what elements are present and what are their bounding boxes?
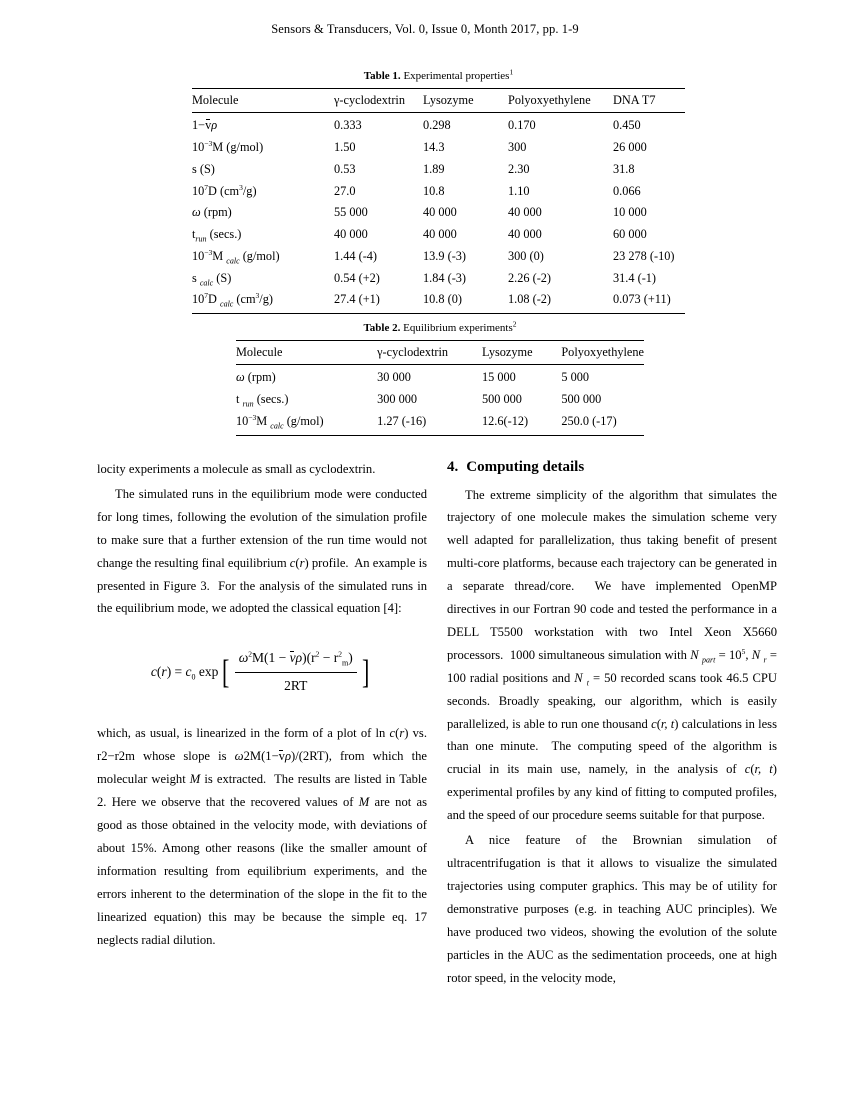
- cell: 0.333: [334, 118, 362, 133]
- cell: 0.066: [613, 183, 641, 198]
- table-1-col-molecule: Molecule: [192, 89, 334, 113]
- cell: 14.3: [423, 139, 445, 154]
- table-2-caption-footnote: 2: [512, 319, 517, 329]
- paragraph-algorithm: The extreme simplicity of the algorithm that simulates the trajectory of one molecule makes the simulation scheme very well adapted for parallelization, thus taking benefit of present multi-core platforms, because each trajectory can be generated in a separate thread/core. We have implemented OpenMP directives in our Fortran 90 code and tested the performance in a DELL T5500 workstation with two Intel Xeon X5660 processors. 1000 simultaneous simulation with N $_{part} = 10^5$, N $_r$ = 100 radial positions and N $_t$ = 50 recorded scans took 46.5 CPU seconds. Broadly speaking, our algorithm, which is easily parallelized, is able to run one thousand c(r, t) calculations in less than one minute. The computing speed of the algorithm is crucial in its main use, namely, in the analysis of c(r, t) experimental profiles by any kind of fitting to computed profiles, and the speed of our procedure seems suitable for that purpose.: [447, 487, 777, 823]
- cell: 40 000: [508, 205, 542, 220]
- cell: 1.08 (-2): [508, 289, 613, 314]
- cell: 27.4 (+1): [334, 289, 423, 314]
- cell: 31.4 (-1): [613, 270, 657, 285]
- table-1-block: [192, 67, 685, 314]
- table-1-caption: [192, 67, 685, 83]
- table-1: [192, 88, 685, 314]
- bracket-left-icon: [: [222, 653, 230, 691]
- cell: 0.450: [613, 118, 641, 133]
- table-row: [192, 224, 685, 246]
- cell: 40 000: [508, 227, 542, 242]
- equation-fraction: [235, 646, 357, 698]
- paragraph-brownian: A nice feature of the Brownian simulation of ultracentrifugation is that it allows to visualize the simulated trajectories using computer graphics. This may be of utility for demonstrative purposes (e.g. in teaching AUC principles). We have produced two videos, showing the evolution of the solute particles in the AUC as the sedimentation proceeds, one at high rotor speed, in the velocity mode,: [447, 833, 777, 985]
- cell: 1.44 (-4): [334, 248, 378, 263]
- equation-numerator: $\omega^2M(1 - \nu\rho)(r^2 - r^2_m)$: [235, 646, 357, 673]
- cell: 10 000: [613, 205, 647, 220]
- table-2-col-polyoxyethylene: Polyoxyethylene: [561, 341, 644, 365]
- cell: 40 000: [423, 205, 457, 220]
- cell: 300: [508, 139, 527, 154]
- table-1-col-cyclodextrin: γ-cyclodextrin: [334, 89, 423, 113]
- cell: 13.9 (-3): [423, 248, 467, 263]
- cell: 500 000: [561, 391, 602, 406]
- row-label: ω (rpm): [236, 370, 276, 385]
- equation-lhs: $c(r) = c_0$ exp: [150, 664, 219, 682]
- row-label: t $_{run}$ (secs.): [236, 391, 289, 409]
- table-row: [192, 245, 685, 267]
- cell: 10.8 (0): [423, 289, 508, 314]
- table-2: [236, 340, 644, 436]
- table-1-header-row: [192, 89, 685, 113]
- table-1-caption-text: Experimental properties: [403, 70, 510, 82]
- cell: 1.27 (-16): [377, 410, 482, 435]
- cell: 250.0 (-17): [561, 410, 644, 435]
- cell: 10.8: [423, 183, 445, 198]
- cell: 1.50: [334, 139, 356, 154]
- cell: 2.26 (-2): [508, 270, 552, 285]
- row-label: $10^{-3}M$ (g/mol): [192, 138, 264, 154]
- table-1-caption-footnote: 1: [509, 67, 514, 77]
- table-row: [192, 267, 685, 289]
- cell: 0.298: [423, 118, 451, 133]
- cell: 0.53: [334, 161, 356, 176]
- table-2-caption-label: Table 2.: [363, 322, 401, 334]
- cell: 15 000: [481, 370, 516, 385]
- table-row: [236, 389, 644, 411]
- right-text-column: [447, 458, 777, 989]
- row-label: $10^{-3}M$ $_{calc}$ (g/mol): [192, 247, 280, 266]
- table-2-col-lysozyme: Lysozyme: [482, 341, 561, 365]
- table-2-header-row: [236, 341, 644, 365]
- cell: 500 000: [481, 391, 522, 406]
- table-row: [192, 180, 685, 202]
- row-label: ω (rpm): [192, 205, 232, 220]
- cell: 5 000: [561, 370, 590, 385]
- cell: 55 000: [334, 205, 368, 220]
- section-heading: [447, 458, 777, 478]
- table-1-col-dnat7: DNA T7: [613, 89, 685, 113]
- cell: 1.84 (-3): [423, 270, 467, 285]
- cell: 40 000: [334, 227, 368, 242]
- table-row: [192, 158, 685, 180]
- paragraph-continued: locity experiments a molecule as small as cyclodextrin.: [97, 462, 376, 476]
- cell: 60 000: [613, 227, 647, 242]
- cell: 1.89: [423, 161, 445, 176]
- table-1-col-lysozyme: Lysozyme: [423, 89, 508, 113]
- table-2-caption-text: Equilibrium experiments: [403, 322, 513, 334]
- cell: 26 000: [613, 139, 647, 154]
- row-label: $10^{-3}M$ $_{calc}$ (g/mol): [236, 410, 377, 435]
- cell: 30 000: [377, 370, 411, 385]
- cell: 0.073 (+11): [613, 289, 685, 314]
- table-2-col-molecule: Molecule: [236, 341, 377, 365]
- table-row: [236, 365, 644, 389]
- cell: 27.0: [334, 183, 356, 198]
- table-2-col-cyclodextrin: γ-cyclodextrin: [377, 341, 482, 365]
- row-label: $10^7D$ $_{calc}$ $(cm^3/g)$: [192, 289, 334, 314]
- cell: 0.54 (+2): [334, 270, 380, 285]
- cell: 40 000: [423, 227, 457, 242]
- equation-denominator: 2RT: [284, 677, 308, 693]
- paragraph-equilibrium-runs: The simulated runs in the equilibrium mode were conducted for long times, following the evolution of the simulation profile to make sure that a further extension of the run time would not change the resulting final equilibrium c(r) profile. An example is presented in Figure 3. For the analysis of the simulated runs in the equilibrium mode, we adopted the classical equation [4]:: [97, 486, 427, 616]
- table-2-block: [236, 319, 644, 436]
- cell: 12.6(-12): [482, 410, 561, 435]
- cell: 31.8: [613, 161, 635, 176]
- section-number: 4.: [447, 459, 459, 475]
- left-text-column: [97, 458, 427, 952]
- table-row: [192, 202, 685, 224]
- display-equation: [97, 646, 427, 698]
- cell: 1.10: [508, 183, 530, 198]
- section-title: Computing details: [466, 459, 585, 475]
- cell: 300 (0): [508, 248, 544, 263]
- table-row: [192, 137, 685, 159]
- table-row: [192, 289, 685, 314]
- paragraph-linearized: which, as usual, is linearized in the form of a plot of ln c(r) vs. r2−r2m whose slope is ω2M(1−vρ)/(2RT), from which the molecular weight M is extracted. The results are listed in Table 2. Here we observe that the recovered values of M are not as good as those obtained in the velocity mode, with deviations of about 15%. Among other reasons (like the smaller amount of information resulting from equilibrium experiments, and the errors inherent to the determination of the slope in the fit to the linearized equation) this may be because the simple eq. 17 neglects radial dilution.: [97, 726, 428, 947]
- table-2-caption: [236, 319, 644, 335]
- cell: 0.170: [508, 118, 536, 133]
- row-label: $10^7D$ $(cm^3/g)$: [192, 182, 257, 198]
- row-label: $t_{run}$ (secs.): [192, 227, 242, 244]
- cell: 2.30: [508, 161, 530, 176]
- row-label: 1−vρ: [192, 118, 218, 133]
- row-label: s (S): [192, 161, 215, 176]
- table-1-col-polyoxyethylene: Polyoxyethylene: [508, 89, 613, 113]
- running-head: Sensors & Transducers, Vol. 0, Issue 0, Month 2017, pp. 1-9: [271, 22, 579, 36]
- cell: 300 000: [377, 391, 418, 406]
- table-row: [192, 113, 685, 137]
- table-1-caption-label: Table 1.: [363, 70, 401, 82]
- cell: 23 278 (-10): [613, 248, 675, 263]
- row-label: s $_{calc}$ (S): [192, 270, 232, 288]
- bracket-right-icon: ]: [361, 653, 370, 691]
- table-row: [236, 410, 644, 435]
